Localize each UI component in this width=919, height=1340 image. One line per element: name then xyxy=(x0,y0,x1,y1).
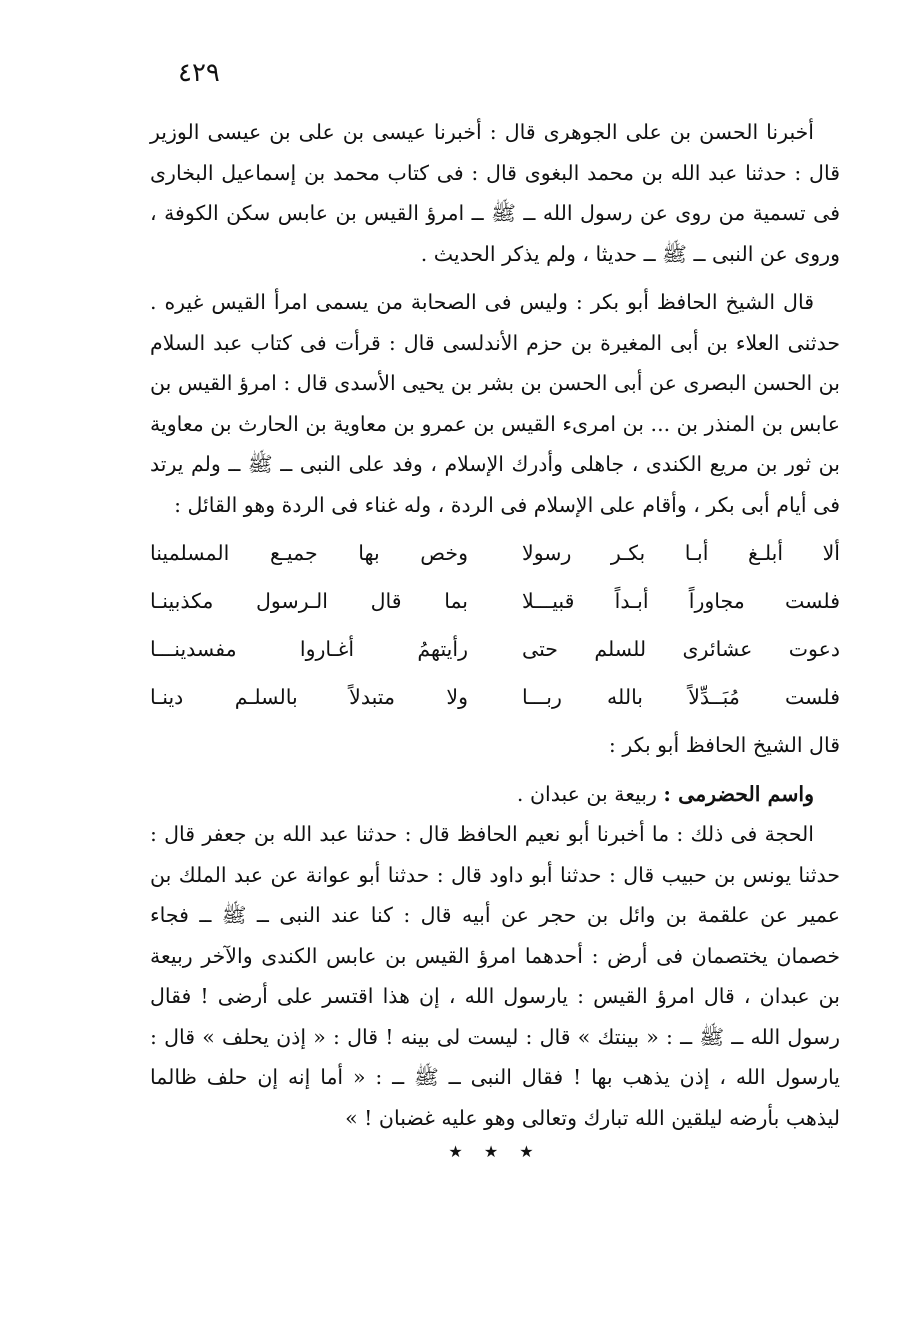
name-note-value: ربيعة بن عبدان . xyxy=(516,781,664,806)
paragraph-hadith: الحجة فى ذلك : ما أخبرنا أبو نعيم الحافظ قال : حدثنا عبد الله بن جعفر قال : حدثنا يونس بن حبيب قال : حدثنا أبو داود قال : حدثنا أبو عوانة عن عبد الملك بن عمير عن علقمة بن وائل بن حجر عن أبيه قال : كنا عند النبى ــ ﷺ ــ فجاء خصمان يختصمان فى أرض : أحدهما امرؤ القيس بن عابس الكندى والآخر ربيعة بن عبدان ، قال امرؤ القيس : يارسول الله ، إن هذا اقتسر على أرضى ! فقال رسول الله ــ ﷺ ــ : « بينتك » قال : ليست لى بينه ! قال : « إذن يحلف » قال : يارسول الله ، إذن يذهب بها ! فقال النبى ــ ﷺ ــ : « أما إنه إن حلف ظالما ليذهب بأرضه ليلقين الله تبارك وتعالى وهو عليه غضبان ! » xyxy=(150,822,840,1130)
poem-verse-1 xyxy=(150,529,840,577)
poem xyxy=(150,529,840,721)
verse-4-first-hemistich: فلست مُبَــدِّلاً بالله ربـــا xyxy=(522,684,840,709)
paragraph-1: أخبرنا الحسن بن على الجوهرى قال : أخبرنا عيسى بن على بن عيسى الوزير قال : حدثنا عبد الله بن محمد البغوى قال : فى كتاب محمد بن إسماعيل البخارى فى تسمية من روى عن رسول الله ــ ﷺ ــ امرؤ القيس بن عابس سكن الكوفة ، وروى عن النبى ــ ﷺ ــ حديثا ، ولم يذكر الحديث . xyxy=(150,120,840,266)
page-body xyxy=(150,112,840,1164)
name-note-label: واسم الحضرمى : xyxy=(663,781,814,806)
paragraph-2: قال الشيخ الحافظ أبو بكر : وليس فى الصحابة من يسمى امرأ القيس غيره . حدثنى العلاء بن أبى المغيرة بن حزم الأندلسى قال : قرأت فى كتاب عبد السلام بن الحسن البصرى عن أبى الحسن بن بشر بن يحيى الأسدى قال : امرؤ القيس بن عابس بن المنذر بن ... بن امرىء القيس بن عمرو بن معاوية بن الحارث بن معاوية بن ثور بن مريع الكندى ، جاهلى وأدرك الإسلام ، وفد على النبى ــ ﷺ ــ ولم يرتد فى أيام أبى بكر ، وأقام على الإسلام فى الردة ، وله غناء فى الردة وهو القائل : xyxy=(150,290,840,517)
verse-1-second-hemistich: وخص بها جميـع المسلمينا xyxy=(150,540,468,565)
page-number: ٤٢٩ xyxy=(178,58,220,88)
verse-2-first-hemistich: فلست مجاوراً أبـداً قبيـــلا xyxy=(522,588,840,613)
name-note xyxy=(150,774,840,815)
verse-2-second-hemistich: بما قال الـرسول مكذبينـا xyxy=(150,588,468,613)
verse-1-first-hemistich: ألا أبلـغ أبـا بكـر رسولا xyxy=(522,540,840,565)
verse-4-second-hemistich: ولا متبدلاً بالسلـم دينـا xyxy=(150,684,468,709)
poem-verse-2 xyxy=(150,577,840,625)
verse-3-first-hemistich: دعوت عشائرى للسلم حتى xyxy=(522,636,840,661)
after-poem-line: قال الشيخ الحافظ أبو بكر : xyxy=(608,733,840,757)
poem-verse-4 xyxy=(150,673,840,721)
end-stars: ★ ★ ★ xyxy=(448,1142,542,1161)
poem-verse-3 xyxy=(150,625,840,673)
verse-3-second-hemistich: رأيتهمُ أغـاروا مفسدينـــا xyxy=(150,636,468,661)
